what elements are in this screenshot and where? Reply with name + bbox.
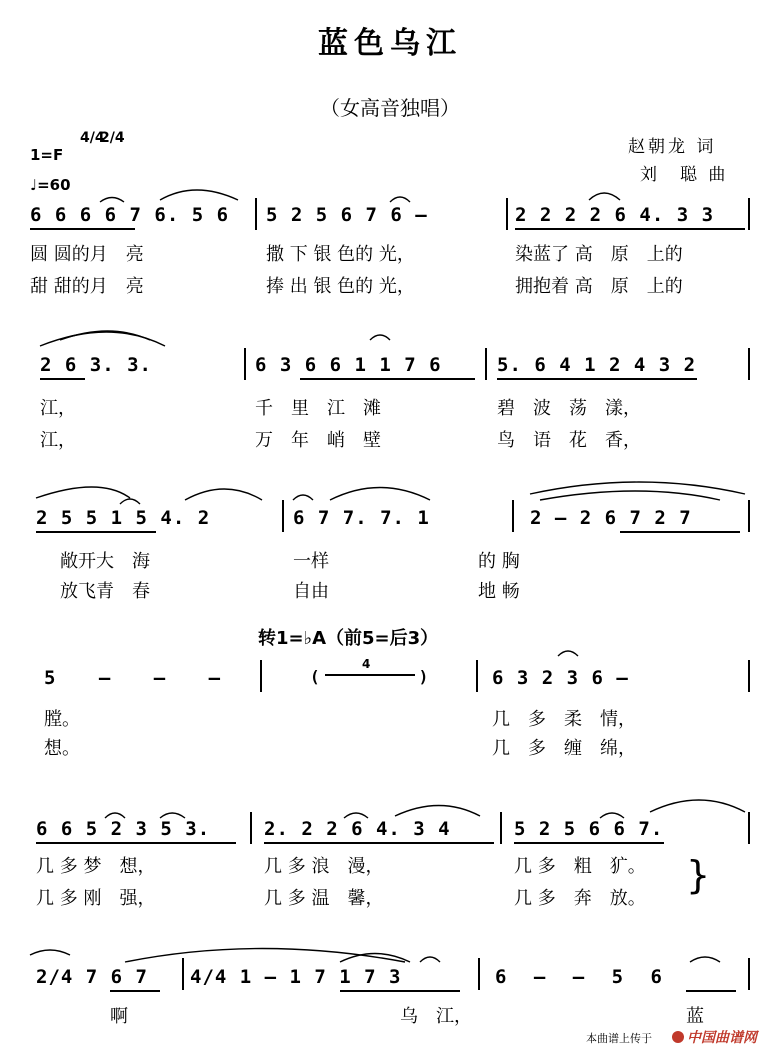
lyric-1-3a: 染蓝了 高 原 上的	[515, 244, 683, 265]
measure-6-2: 4/4 1 – 1 7 1 7 3	[190, 966, 402, 988]
bar-line	[506, 198, 508, 230]
lyric-5-2b: 几 多 温 馨，	[264, 888, 384, 909]
lyric-6-3: 蓝	[686, 1006, 704, 1027]
lyric-5-3a: 几 多 粗 犷。	[514, 856, 646, 877]
bar-line	[748, 198, 750, 230]
bar-line	[255, 198, 257, 230]
footer-text: 本曲谱上传于	[586, 1032, 652, 1045]
measure-6-3: 6 – – 5 6	[495, 966, 663, 988]
lyric-6-1: 啊	[110, 1006, 128, 1027]
bar-line	[748, 500, 750, 532]
bar-line	[476, 660, 478, 692]
lyric-1-1a: 圆 圆的月 亮	[30, 244, 144, 265]
lyric-3-2b: 自由	[293, 581, 329, 602]
beam	[686, 990, 736, 992]
beam	[36, 842, 236, 844]
logo-text: 中国曲谱网	[687, 1030, 757, 1046]
lyric-2-3b: 鸟 语 花 香，	[497, 430, 641, 451]
measure-5-3: 5 2 5 6 6 7.	[514, 818, 664, 840]
lyric-3-3a: 的 胸	[478, 551, 520, 572]
beam	[30, 228, 135, 230]
beam	[300, 378, 475, 380]
lyric-1-1b: 甜 甜的月 亮	[30, 276, 144, 297]
measure-3-3: 2 – 2 6 7 2 7	[530, 507, 692, 529]
lyric-2-1a: 江，	[40, 398, 76, 419]
lyric-1-3b: 拥抱着 高 原 上的	[515, 276, 683, 297]
bar-line	[748, 348, 750, 380]
lyricist-credit: 赵朝龙 词	[628, 137, 717, 157]
lyric-4-1a: 膛。	[44, 709, 80, 730]
lyric-4-3a: 几 多 柔 情，	[492, 709, 636, 730]
lyric-3-3b: 地 畅	[478, 581, 520, 602]
beam	[340, 990, 460, 992]
lyric-3-1a: 敞开大 海	[60, 551, 150, 572]
lyric-6-2: 乌 江，	[400, 1006, 472, 1027]
measure-1-3: 2 2 2 2 6 4. 3 3	[515, 204, 715, 226]
modulation-marking: 转1=♭A（前5=后3）	[258, 628, 439, 649]
bar-line	[250, 812, 252, 844]
lyric-4-1b: 想。	[44, 738, 80, 759]
bar-line	[260, 660, 262, 692]
bar-line	[748, 812, 750, 844]
measure-4-3: 6 3 2 3 6 –	[492, 667, 629, 689]
tempo-marking: ♩=60	[30, 176, 71, 194]
bar-line	[244, 348, 246, 380]
measure-5-1: 6 6 5 2 3 5 3.	[36, 818, 211, 840]
beam	[515, 228, 745, 230]
measure-6-1: 2/4 7 6 7	[36, 966, 148, 988]
measure-2-2: 6 3 6 6 1 1 7 6	[255, 354, 442, 376]
site-logo	[672, 1027, 757, 1047]
bar-line	[478, 958, 480, 990]
lyric-2-3a: 碧 波 荡 漾，	[497, 398, 641, 419]
lyric-2-1b: 江，	[40, 430, 76, 451]
measure-2-3: 5. 6 4 1 2 4 3 2	[497, 354, 697, 376]
beam	[264, 842, 494, 844]
beam	[40, 378, 85, 380]
bar-line	[500, 812, 502, 844]
beam	[497, 378, 697, 380]
measure-4-1: 5 – – –	[44, 667, 222, 689]
measure-5-2: 2. 2 2 6 4. 3 4	[264, 818, 451, 840]
time-signature-24: 2/4	[100, 130, 125, 146]
measure-3-2: 6 7 7. 7. 1	[293, 507, 430, 529]
bar-line	[182, 958, 184, 990]
measure-4-2-rest: ( )	[310, 667, 430, 686]
lyric-2-2a: 千 里 江 滩	[255, 398, 381, 419]
measure-1-1: 6 6 6 6 7 6. 5 6	[30, 204, 230, 226]
measure-3-1: 2 5 5 1 5 4. 2	[36, 507, 211, 529]
lyric-5-1a: 几 多 梦 想，	[36, 856, 156, 877]
beam	[620, 531, 740, 533]
lyric-1-2b: 捧 出 银 色的 光，	[266, 276, 415, 297]
lyric-5-3b: 几 多 奔 放。	[514, 888, 646, 909]
key-signature: 1=F	[30, 146, 64, 164]
beam	[514, 842, 664, 844]
bar-line	[282, 500, 284, 532]
beam	[36, 531, 156, 533]
lyric-3-2a: 一样	[293, 551, 329, 572]
lyric-5-2a: 几 多 浪 漫，	[264, 856, 384, 877]
lyric-5-1b: 几 多 刚 强，	[36, 888, 156, 909]
lyric-4-3b: 几 多 缠 绵，	[492, 738, 636, 759]
lyric-1-2a: 撒 下 银 色的 光，	[266, 244, 415, 265]
measure-2-1: 2 6 3. 3.	[40, 354, 152, 376]
bar-line	[512, 500, 514, 532]
song-title: 蓝色乌江	[318, 26, 462, 61]
repeat-brace: }	[686, 853, 711, 897]
rest-count: 4	[362, 657, 371, 671]
bar-line	[485, 348, 487, 380]
bar-line	[748, 660, 750, 692]
beam	[110, 990, 160, 992]
lyric-2-2b: 万 年 峭 壁	[255, 430, 381, 451]
song-subtitle: （女高音独唱）	[320, 96, 460, 120]
composer-credit: 刘 聪 曲	[640, 165, 729, 185]
lyric-3-1b: 放飞青 春	[60, 581, 150, 602]
bar-line	[748, 958, 750, 990]
measure-1-2: 5 2 5 6 7 6 –	[266, 204, 428, 226]
logo-icon	[672, 1031, 684, 1043]
time-signature-44: 4/4	[80, 130, 105, 146]
